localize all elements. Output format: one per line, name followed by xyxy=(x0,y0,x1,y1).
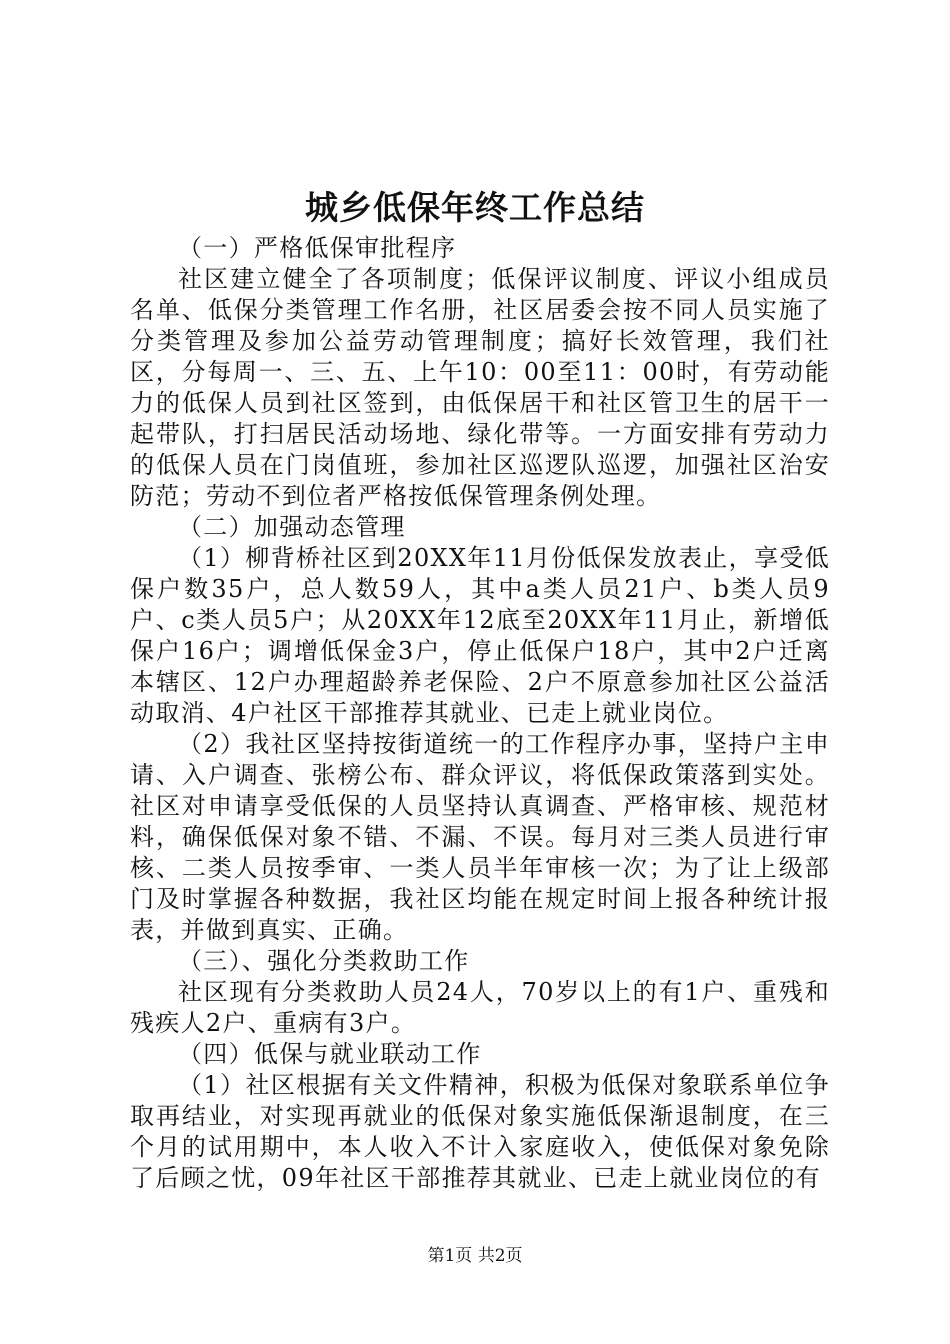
section-heading-3: （三）、强化分类救助工作 xyxy=(178,947,470,975)
paragraph: （1）社区根据有关文件精神，积极为低保对象联系单位争取再结业，对实现再就业的低保对象实施低保渐退制度，在三个月的试用期中，本人收入不计入家庭收入，使低保对象免除了后顾之忧，09年社区干部推荐其就业、已走上就业岗位的有 xyxy=(130,1071,830,1192)
paragraph: 社区建立健全了各项制度；低保评议制度、评议小组成员名单、低保分类管理工作名册，社区居委会按不同人员实施了分类管理及参加公益劳动管理制度；搞好长效管理，我们社区，分每周一、三、五、上午10：00至11：00时，有劳动能力的低保人员到社区签到，由低保居干和社区管卫生的居干一起带队，打扫居民活动场地、绿化带等。一方面安排有劳动力的低保人员在门岗值班，参加社区巡逻队巡逻，加强社区治安防范；劳动不到位者严格按低保管理条例处理。 xyxy=(130,265,830,510)
paragraph: （1）柳背桥社区到20XX年11月份低保发放表止，享受低保户数35户，总人数59人，其中a类人员21户、b类人员9户、c类人员5户；从20XX年12底至20XX年11月止，新增低保户16户；调增低保金3户，停止低保户18户，其中2户迁离本辖区、12户办理超龄养老保险、2户不原意参加社区公益活动取消、4户社区干部推荐其就业、已走上就业岗位。 xyxy=(130,544,830,727)
page-number: 第1页 共2页 xyxy=(427,1246,523,1266)
section-heading-4: （四）低保与就业联动工作 xyxy=(178,1040,482,1068)
document-title: 城乡低保年终工作总结 xyxy=(305,188,645,227)
paragraph: （2）我社区坚持按街道统一的工作程序办事，坚持户主申请、入户调查、张榜公布、群众评议，将低保政策落到实处。社区对申请享受低保的人员坚持认真调查、严格审核、规范材料，确保低保对象不错、不漏、不误。每月对三类人员进行审核、二类人员按季审、一类人员半年审核一次；为了让上级部门及时掌握各种数据，我社区均能在规定时间上报各种统计报表，并做到真实、正确。 xyxy=(130,730,830,944)
section-heading-2: （二）加强动态管理 xyxy=(178,513,406,541)
document-body xyxy=(130,233,830,1194)
paragraph: 社区现有分类救助人员24人，70岁以上的有1户、重残和残疾人2户、重病有3户。 xyxy=(130,978,830,1037)
section-heading-1: （一）严格低保审批程序 xyxy=(178,234,457,262)
